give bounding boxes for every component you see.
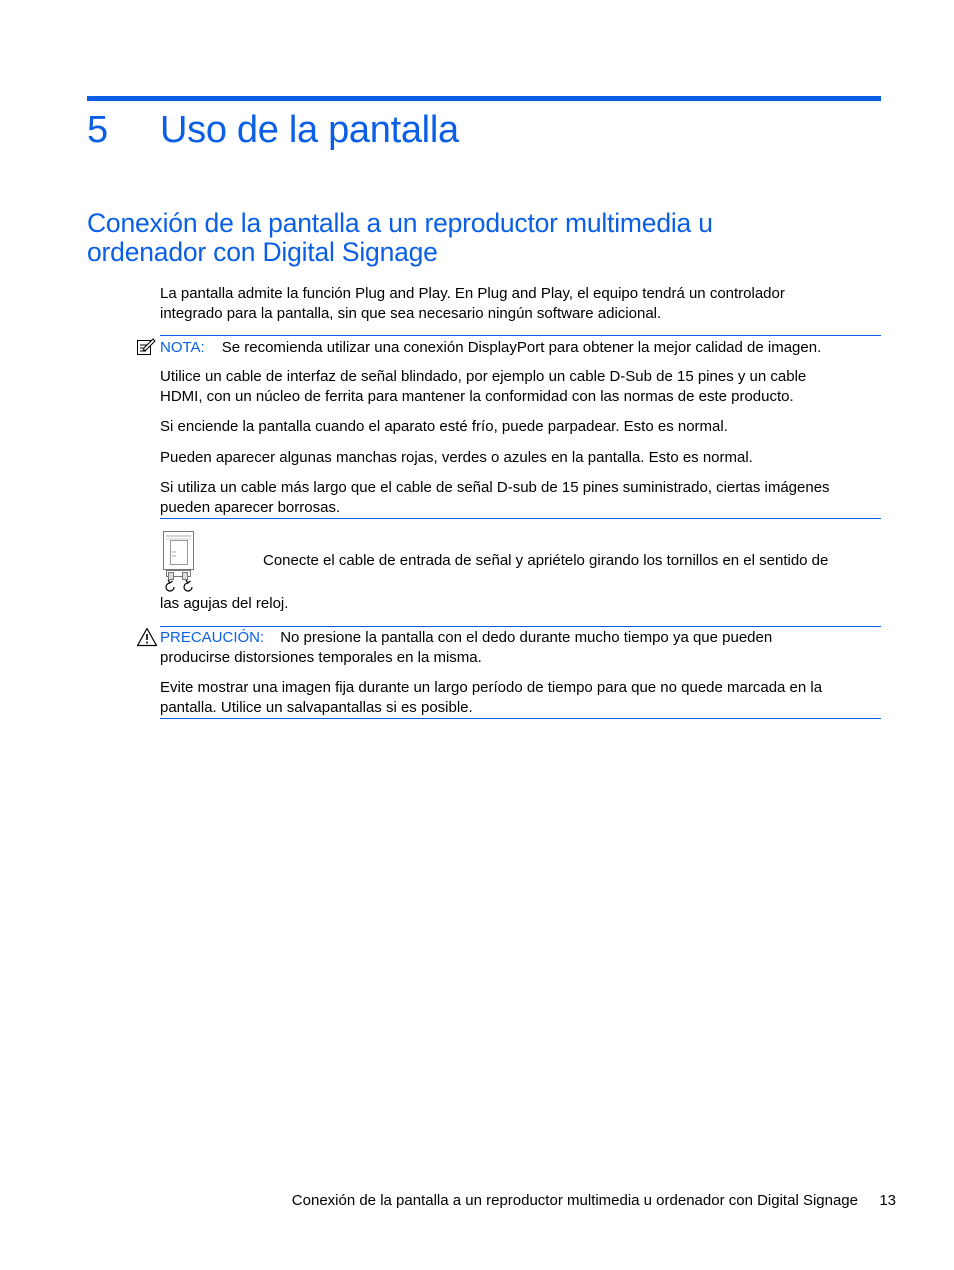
section-title-line1: Conexión de la pantalla a un reproductor multimedia u [87, 208, 713, 238]
note-paragraph-2: Si enciende la pantalla cuando el aparato esté frío, puede parpadear. Esto es normal. [160, 418, 728, 435]
note-p1-line2: HDMI, con un núcleo de ferrita para mantener la conformidad con las normas de este producto. [160, 387, 794, 405]
connector-text-line2: las agujas del reloj. [160, 595, 289, 612]
chapter-rule [87, 96, 881, 101]
note-bottom-rule [160, 518, 881, 519]
note-paragraph-4 [160, 478, 882, 517]
caution-paragraph-1 [160, 678, 882, 717]
connector-icon [158, 530, 200, 592]
caution-label: PRECAUCIÓN: [160, 629, 265, 646]
caution-text-line1: No presione la pantalla con el dedo durante mucho tiempo ya que pueden [280, 629, 773, 646]
footer-running-title: Conexión de la pantalla a un reproductor multimedia u ordenador con Digital Signage [291, 1192, 858, 1209]
note-p1-line1: Utilice un cable de interfaz de señal blindado, por ejemplo un cable D-Sub de 15 pines y un cable [160, 368, 807, 385]
caution-line [160, 628, 882, 667]
intro-line1: La pantalla admite la función Plug and Play. En Plug and Play, el equipo tendrá un controlador [160, 285, 785, 302]
note-paragraph-3: Pueden aparecer algunas manchas rojas, verdes o azules en la pantalla. Esto es normal. [160, 449, 753, 466]
note-label: NOTA: [160, 339, 205, 356]
section-title [87, 209, 887, 267]
intro-line2: integrado para la pantalla, sin que sea necesario ningún software adicional. [160, 304, 662, 322]
footer-page-number: 13 [879, 1192, 896, 1209]
caution-bottom-rule [160, 718, 881, 719]
section-title-line2: ordenador con Digital Signage [87, 237, 438, 267]
chapter-title: Uso de la pantalla [160, 109, 459, 151]
note-text: Se recomienda utilizar una conexión DisplayPort para obtener la mejor calidad de imagen. [221, 339, 822, 356]
caution-p1-line2: pantalla. Utilice un salvapantallas si es posible. [160, 698, 473, 716]
connector-text-line1: Conecte el cable de entrada de señal y apriételo girando los tornillos en el sentido de [263, 552, 829, 569]
caution-text-line2: producirse distorsiones temporales en la misma. [160, 648, 482, 666]
note-p4-line2: pueden aparecer borrosas. [160, 498, 341, 516]
caution-top-rule [160, 626, 881, 627]
caution-p1-line1: Evite mostrar una imagen fija durante un largo período de tiempo para que no quede marcada en la [160, 679, 823, 696]
intro-paragraph [160, 284, 882, 323]
note-p4-line1: Si utiliza un cable más largo que el cable de señal D-sub de 15 pines suministrado, ciertas imágenes [160, 479, 830, 496]
note-icon [136, 337, 156, 357]
warning-icon [136, 627, 158, 647]
note-line [160, 338, 882, 358]
chapter-number: 5 [87, 109, 109, 151]
note-top-rule [160, 335, 881, 336]
note-paragraph-1 [160, 367, 882, 406]
